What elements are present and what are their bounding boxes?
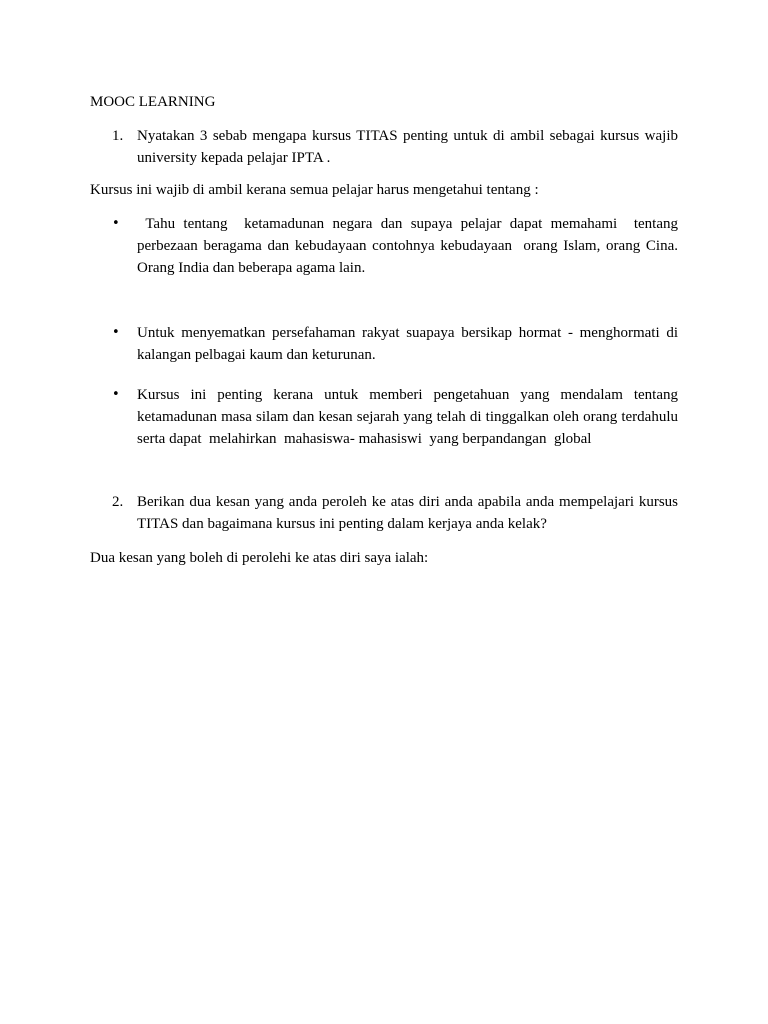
document-title: MOOC LEARNING — [90, 94, 216, 110]
question-1 — [112, 125, 678, 169]
bullet-icon: • — [112, 387, 120, 402]
bullet-item-1-text: Tahu tentang ketamadunan negara dan supaya pelajar dapat memahami tentang perbezaan beragama dan kebudayaan contohnya kebudayaan orang Islam, orang Cina. Orang India dan beberapa agama lain. — [137, 216, 682, 276]
bullet-icon: • — [112, 325, 120, 340]
answer-intro-paragraph: Dua kesan yang boleh di perolehi ke atas diri saya ialah: — [90, 550, 429, 566]
bullet-item-3 — [112, 384, 682, 450]
question-1-number: 1. — [112, 128, 124, 144]
intro-paragraph: Kursus ini wajib di ambil kerana semua pelajar harus mengetahui tentang : — [90, 182, 539, 198]
bullet-icon: • — [112, 216, 120, 231]
bullet-item-2-text: Untuk menyematkan persefahaman rakyat suapaya bersikap hormat - menghormati di kalangan pelbagai kaum dan keturunan. — [137, 325, 678, 363]
bullet-item-2 — [112, 322, 678, 366]
question-2 — [112, 491, 678, 535]
bullet-item-1 — [112, 213, 682, 279]
question-1-text: Nyatakan 3 sebab mengapa kursus TITAS penting untuk di ambil sebagai kursus wajib university kepada pelajar IPTA . — [137, 128, 678, 166]
question-2-text: Berikan dua kesan yang anda peroleh ke atas diri anda apabila anda mempelajari kursus TITAS dan bagaimana kursus ini penting dalam kerjaya anda kelak? — [137, 494, 678, 532]
bullet-item-3-text: Kursus ini penting kerana untuk memberi pengetahuan yang mendalam tentang ketamadunan masa silam dan kesan sejarah yang telah di tinggalkan oleh orang terdahulu serta dapat melahirkan mahasiswa- mahasiswi yang berpandangan global — [137, 387, 682, 447]
question-2-number: 2. — [112, 494, 124, 510]
